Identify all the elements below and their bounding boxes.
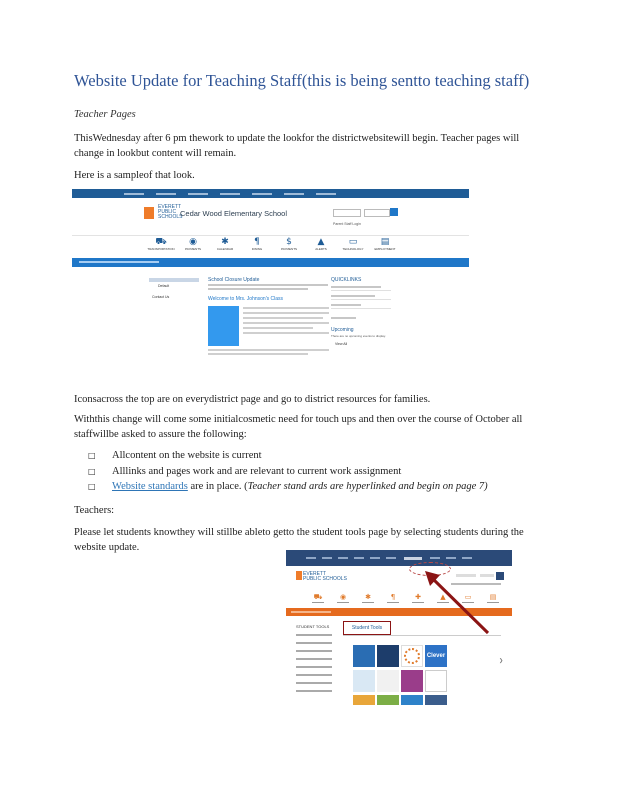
section-subtitle: Teacher Pages (74, 109, 136, 120)
checkbox-icon: □ (88, 482, 96, 491)
paragraph-intro: ThisWednesday after 6 pm thework to update the lookfor the districtwebsitewill begin. Teacher pages will change in lookbut content will remain. (74, 133, 520, 159)
sidebar-item-default: Default (158, 284, 170, 288)
icon-label: EMPLOYMENT (374, 247, 396, 251)
sidebar-item-contact: Contact Us (152, 295, 170, 299)
student-tools-tab: Student Tools (343, 621, 391, 635)
dollar-icon-glyph: $ (286, 237, 292, 247)
bullet-text: are in place. ( (187, 481, 248, 492)
form-icon-glyph: ▤ (489, 593, 497, 601)
checkbox-icon: □ (88, 467, 96, 476)
chevron-right-icon: ❯ (499, 658, 504, 664)
dining-icon-glyph: ¶ (254, 237, 260, 247)
bullet-text: Alllinks and pages work and are relevant to current work assignment (112, 466, 402, 477)
money-icon-glyph: ◉ (189, 237, 197, 247)
district-logo-text: EVERETT PUBLIC SCHOOLS (303, 571, 347, 582)
paragraph-icons: Iconsacross the top are on everydistrict page and go to district resources for families. (74, 394, 431, 405)
district-logo-text: EVERETT PUBLIC SCHOOLS (158, 204, 183, 220)
laptop-icon-glyph: ▭ (464, 593, 472, 601)
alert-icon-glyph: ▲ (317, 237, 325, 247)
icon-label: ALERTS (315, 247, 327, 251)
icon-label: TECHNOLOGY (342, 247, 364, 251)
icon-label: PAYMENTS (184, 247, 202, 251)
student-tools-heading: STUDENT TOOLS (296, 624, 330, 629)
paragraph-change: Withthis change will come some initialcosmetic need for touch ups and then over the course of October all staffwillbe asked to assure the following: (74, 414, 523, 440)
calendar-icon-glyph: ✱ (365, 593, 371, 601)
view-all-link: View All (335, 342, 348, 346)
clever-tile: Clever (425, 645, 447, 667)
checkbox-icon: □ (88, 451, 96, 460)
welcome-heading: Welcome to Mrs. Johnson's Class (208, 296, 284, 302)
bullet-text: Allcontent on the website is current (112, 450, 262, 461)
document-title: Website Update for Teaching Staff(this is being sentto teaching staff) (74, 71, 530, 90)
quicklinks-heading: QUICKLINKS (331, 277, 362, 283)
icon-label: CALENDAR (216, 247, 234, 251)
upcoming-heading: Upcoming (331, 327, 354, 333)
help-icon-glyph: ✚ (415, 593, 421, 601)
paragraph-students: Please let students knowthey will stillbe ableto getto the student tools page by selecting students during the website update. (74, 527, 524, 553)
calendar-icon-glyph: ✱ (221, 237, 229, 247)
icon-label: TRANSPORTATION (147, 247, 175, 251)
icon-label: PAYMENTS (280, 247, 298, 251)
icon-label: DINING (251, 247, 263, 251)
website-standards-link[interactable]: Website standards (112, 481, 188, 492)
upcoming-text: There are no upcoming events to display. (331, 334, 386, 338)
laptop-icon-glyph: ▭ (348, 237, 358, 247)
arrow-shaft (432, 578, 488, 633)
dining-icon-glyph: ¶ (390, 593, 396, 601)
school-name: Cedar Wood Elementary School (180, 209, 287, 218)
utility-links: Parent Staff Login (333, 222, 361, 226)
form-icon-glyph: ▤ (380, 237, 390, 247)
main-heading: School Closure Update (208, 277, 260, 283)
paragraph-teachers: Teachers: (74, 505, 115, 516)
money-icon-glyph: ◉ (339, 593, 347, 601)
alert-icon-glyph: ▲ (440, 593, 446, 601)
bus-icon-glyph: ⛟ (313, 593, 323, 601)
bus-icon-glyph: ⛟ (155, 237, 167, 247)
paragraph-sample: Here is a sampleof that look. (74, 170, 195, 181)
bullet-note: Teacher stand ards are hyperlinked and begin on page 7) (247, 481, 488, 492)
